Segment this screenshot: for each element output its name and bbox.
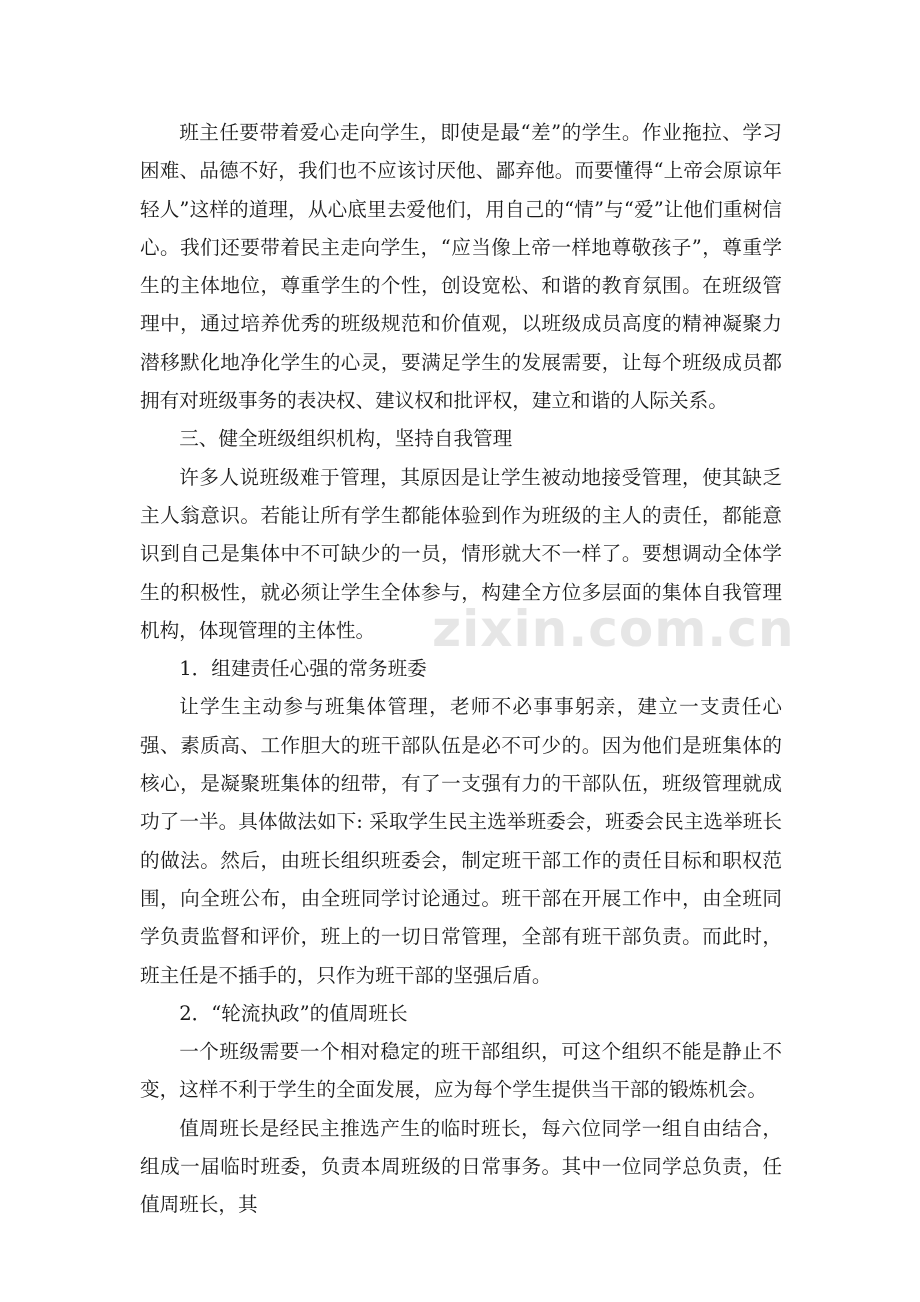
section-heading-organization: 三、健全班级组织机构，坚持自我管理: [179, 427, 513, 451]
subheading-standing-committee: 1．组建责任心强的常务班委: [179, 657, 427, 681]
paragraph-self-management: 许多人说班级难于管理，其原因是让学生被动地接受管理，使其缺乏主人翁意识。若能让所有学生都能体验到作为班级的主人的责任，都能意识到自己是集体中不可缺少的一员，情形就大不一样了。要想调动全体学生的积极性，就必须让学生全体参与，构建全方位多层面的集体自我管理机构，体现管理的主体性。: [140, 465, 782, 642]
subheading-weekly-monitor: 2．“轮流执政”的值周班长: [179, 1001, 408, 1025]
watermark: zixin.com.cn: [432, 600, 795, 658]
paragraph-class-teacher-love: 班主任要带着爱心走向学生，即使是最“差”的学生。作业拖拉、学习困难、品德不好，我们也不应该讨厌他、鄙弃他。而要懂得“上帝会原谅年轻人”这样的道理，从心底里去爱他们，用自己的“情”与“爱”让他们重树信心。我们还要带着民主走向学生，“应当像上帝一样地尊敬孩子”，尊重学生的主体地位，尊重学生的个性，创设宽松、和谐的教育氛围。在班级管理中，通过培养优秀的班级规范和价值观，以班级成员高度的精神凝聚力潜移默化地净化学生的心灵，要满足学生的发展需要，让每个班级成员都拥有对班级事务的表决权、建议权和批评权，建立和谐的人际关系。: [140, 121, 782, 413]
document-body: [140, 114, 782, 1225]
paragraph-class-cadres: 让学生主动参与班集体管理，老师不必事事躬亲，建立一支责任心强、素质高、工作胆大的班干部队伍是必不可少的。因为他们是班集体的核心，是凝聚班集体的纽带，有了一支强有力的干部队伍，班级管理就成功了一半。具体做法如下: 采取学生民主选举班委会，班委会民主选举班长的做法。然后，由班长组织班委会，制定班干部工作的责任目标和职权范围，向全班公布，由全班同学讨论通过。班干部在开展工作中，由全班同学负责监督和评价，班上的一切日常管理，全部有班干部负责。而此时，班主任是不插手的，只作为班干部的坚强后盾。: [140, 695, 782, 987]
paragraph-weekly-monitor-detail: 值周班长是经民主推选产生的临时班长，每六位同学一组自由结合，组成一届临时班委，负责本周班级的日常事务。其中一位同学总负责，任值周班长，其: [140, 1116, 782, 1217]
paragraph-rotation: 一个班级需要一个相对稳定的班干部组织，可这个组织不能是静止不变，这样不利于学生的全面发展，应为每个学生提供当干部的锻炼机会。: [140, 1040, 782, 1102]
